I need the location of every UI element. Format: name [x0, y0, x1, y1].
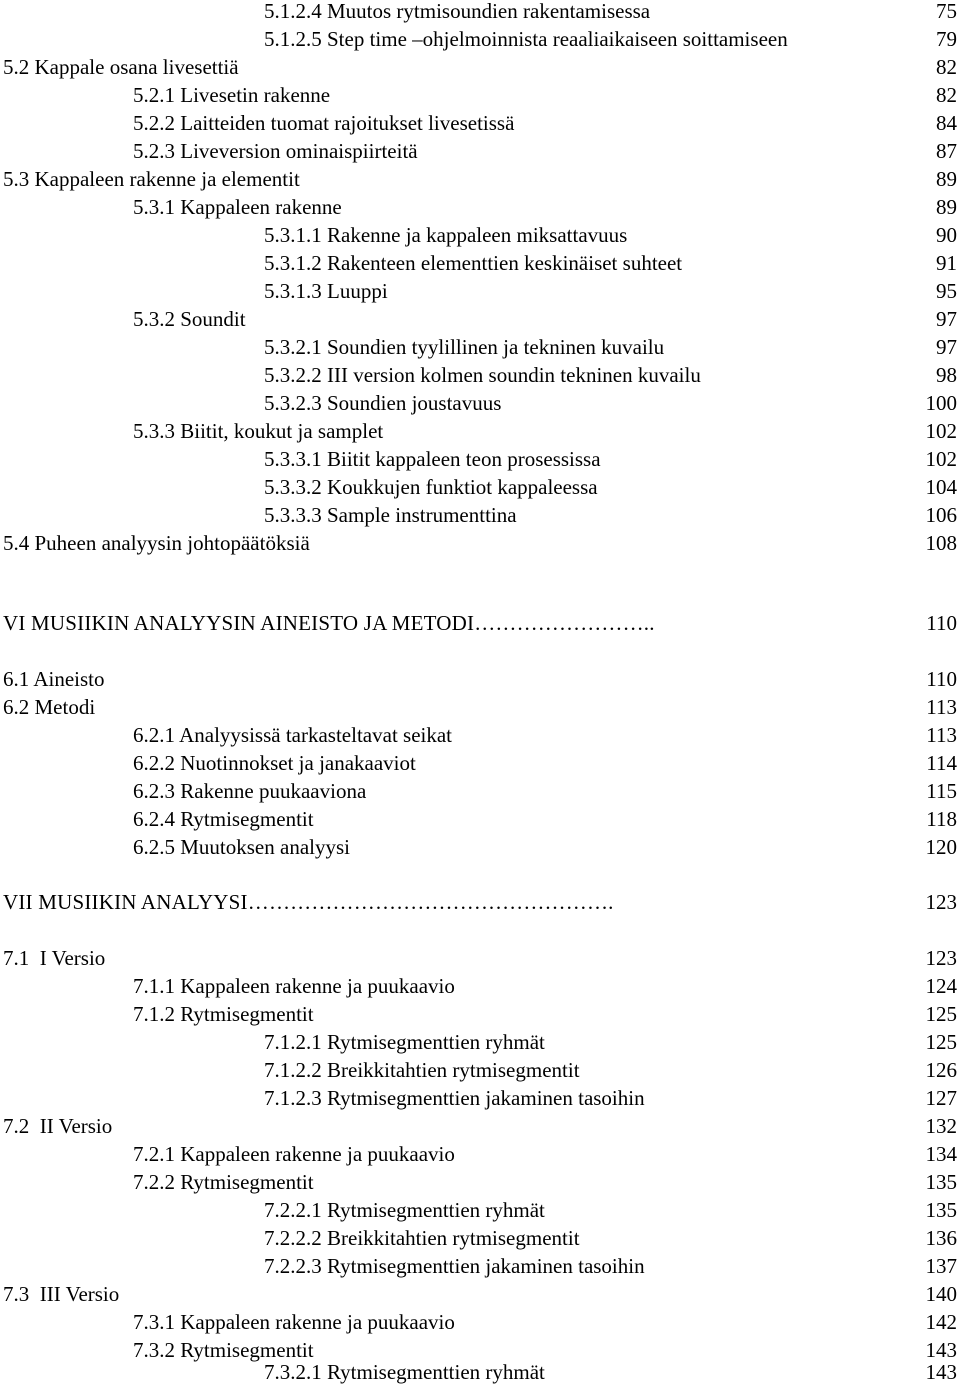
toc-entry-page: 79	[936, 27, 957, 51]
toc-entry-page: 108	[925, 531, 957, 555]
toc-entry-title: 7.1.2.2 Breikkitahtien rytmisegmentit	[264, 1058, 580, 1082]
toc-entry-title: 5.3.1.2 Rakenteen elementtien keskinäiset suhteet	[264, 251, 683, 275]
toc-entry-title: 7.1 I Versio	[3, 946, 106, 970]
toc-entry-page: 100	[925, 391, 957, 415]
toc-entry-page: 123	[925, 946, 957, 970]
toc-entry-title: 7.1.2.3 Rytmisegmenttien jakaminen tasoihin	[264, 1086, 645, 1110]
toc-entry-title: 6.2.5 Muutoksen analyysi	[133, 835, 350, 859]
toc-entry-title: 7.1.2 Rytmisegmentit	[133, 1002, 314, 1026]
toc-entry-title: 5.2 Kappale osana livesettiä	[3, 55, 239, 79]
toc-entry-title: 6.2.2 Nuotinnokset ja janakaaviot	[133, 751, 416, 775]
toc-entry-page: 124	[925, 974, 957, 998]
toc-entry-title: 5.2.3 Liveversion ominaispiirteitä	[133, 139, 418, 163]
toc-chapter-title: VII MUSIIKIN ANALYYSI…………………………………………….	[3, 890, 614, 914]
toc-entry-title: 5.3 Kappaleen rakenne ja elementit	[3, 167, 300, 191]
toc-entry-page: 143	[925, 1338, 957, 1362]
toc-entry-page: 113	[926, 695, 957, 719]
toc-entry-page: 91	[936, 251, 957, 275]
toc-entry-page: 143	[925, 1360, 957, 1384]
toc-entry-title: 5.3.2 Soundit	[133, 307, 246, 331]
toc-entry-title: 6.2.4 Rytmisegmentit	[133, 807, 314, 831]
toc-entry-page: 75	[936, 0, 957, 23]
toc-entry-page: 113	[926, 723, 957, 747]
toc-entry-page: 95	[936, 279, 957, 303]
toc-entry-page: 89	[936, 195, 957, 219]
toc-entry-title: 7.3.2 Rytmisegmentit	[133, 1338, 314, 1362]
toc-entry-page: 114	[926, 751, 957, 775]
toc-entry-title: 5.2.1 Livesetin rakenne	[133, 83, 331, 107]
toc-entry-page: 127	[925, 1086, 957, 1110]
toc-entry-title: 5.4 Puheen analyysin johtopäätöksiä	[3, 531, 310, 555]
toc-entry-title: 7.2.1 Kappaleen rakenne ja puukaavio	[133, 1142, 455, 1166]
toc-entry-page: 135	[925, 1170, 957, 1194]
toc-entry-title: 5.3.1 Kappaleen rakenne	[133, 195, 342, 219]
toc-entry-page: 102	[925, 419, 957, 443]
toc-entry-page: 136	[925, 1226, 957, 1250]
toc-entry-title: 7.2.2.2 Breikkitahtien rytmisegmentit	[264, 1226, 580, 1250]
toc-entry-title: 6.1 Aineisto	[3, 667, 105, 691]
toc-entry-page: 82	[936, 55, 957, 79]
toc-entry-title: 5.3.1.3 Luuppi	[264, 279, 388, 303]
toc-entry-page: 125	[925, 1030, 957, 1054]
toc-entry-title: 5.3.2.2 III version kolmen soundin tekninen kuvailu	[264, 363, 701, 387]
toc-entry-page: 118	[926, 807, 957, 831]
toc-entry-title: 5.3.3 Biitit, koukut ja samplet	[133, 419, 384, 443]
toc-entry-page: 110	[926, 611, 957, 635]
toc-entry-page: 115	[926, 779, 957, 803]
toc-entry-title: 5.3.3.3 Sample instrumenttina	[264, 503, 517, 527]
toc-entry-title: 5.1.2.4 Muutos rytmisoundien rakentamisessa	[264, 0, 651, 23]
toc-chapter-title: VI MUSIIKIN ANALYYSIN AINEISTO JA METODI……………………..	[3, 611, 655, 635]
toc-entry-title: 6.2.1 Analyysissä tarkasteltavat seikat	[133, 723, 453, 747]
toc-entry-page: 82	[936, 83, 957, 107]
toc-entry-title: 6.2 Metodi	[3, 695, 96, 719]
toc-entry-title: 7.2.2 Rytmisegmentit	[133, 1170, 314, 1194]
toc-entry-title: 7.2.2.1 Rytmisegmenttien ryhmät	[264, 1198, 545, 1222]
toc-entry-page: 104	[925, 475, 957, 499]
toc-entry-page: 140	[925, 1282, 957, 1306]
toc-entry-title: 5.3.2.1 Soundien tyylillinen ja tekninen kuvailu	[264, 335, 665, 359]
toc-entry-page: 123	[925, 890, 957, 914]
toc-entry-page: 97	[936, 335, 957, 359]
toc-entry-title: 5.3.3.2 Koukkujen funktiot kappaleessa	[264, 475, 598, 499]
toc-entry-page: 90	[936, 223, 957, 247]
toc-entry-title: 5.3.3.1 Biitit kappaleen teon prosessissa	[264, 447, 601, 471]
toc-entry-title: 7.2.2.3 Rytmisegmenttien jakaminen tasoihin	[264, 1254, 645, 1278]
toc-entry-page: 102	[925, 447, 957, 471]
toc-entry-page: 120	[925, 835, 957, 859]
toc-entry-title: 7.3 III Versio	[3, 1282, 120, 1306]
toc-entry-page: 89	[936, 167, 957, 191]
toc-entry-title: 7.2 II Versio	[3, 1114, 113, 1138]
toc-entry-title: 5.3.2.3 Soundien joustavuus	[264, 391, 502, 415]
toc-entry-title: 5.3.1.1 Rakenne ja kappaleen miksattavuus	[264, 223, 628, 247]
toc-entry-title: 7.1.1 Kappaleen rakenne ja puukaavio	[133, 974, 455, 998]
toc-entry-page: 134	[925, 1142, 957, 1166]
toc-entry-page: 106	[925, 503, 957, 527]
toc-entry-title: 7.1.2.1 Rytmisegmenttien ryhmät	[264, 1030, 545, 1054]
toc-entry-page: 110	[926, 667, 957, 691]
toc-entry-page: 97	[936, 307, 957, 331]
toc-entry-page: 87	[936, 139, 957, 163]
toc-entry-title: 7.3.2.1 Rytmisegmenttien ryhmät	[264, 1360, 545, 1384]
toc-entry-page: 135	[925, 1198, 957, 1222]
toc-entry-title: 6.2.3 Rakenne puukaaviona	[133, 779, 367, 803]
toc-entry-page: 142	[925, 1310, 957, 1334]
toc-entry-page: 126	[925, 1058, 957, 1082]
toc-entry-page: 125	[925, 1002, 957, 1026]
toc-entry-title: 7.3.1 Kappaleen rakenne ja puukaavio	[133, 1310, 455, 1334]
toc-entry-title: 5.1.2.5 Step time –ohjelmoinnista reaaliaikaiseen soittamiseen	[264, 27, 788, 51]
toc-entry-page: 84	[936, 111, 957, 135]
toc-entry-page: 98	[936, 363, 957, 387]
toc-entry-title: 5.2.2 Laitteiden tuomat rajoitukset livesetissä	[133, 111, 515, 135]
toc-entry-page: 132	[925, 1114, 957, 1138]
toc-entry-page: 137	[925, 1254, 957, 1278]
